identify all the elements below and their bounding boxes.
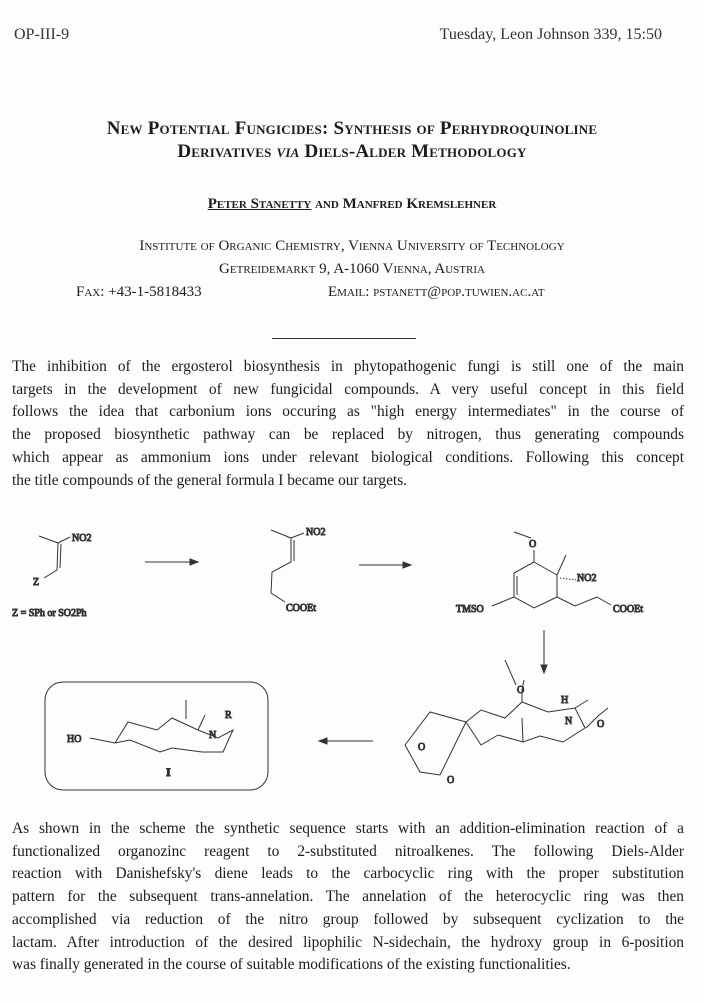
title-part: Diels-Alder Methodology [299,141,527,162]
text-line: The inhibition of the ergosterol biosynthesis in phytopathogenic fungi is still one of the main [12,358,684,375]
cooet-label: COOEt [613,604,643,615]
paper-code: OP-III-9 [14,26,70,43]
o-label: O [597,719,605,730]
arrow-1 [145,559,198,565]
z-label: Z [33,577,40,588]
session-info: Tuesday, Leon Johnson 339, 15:50 [439,26,662,43]
lactam-intermediate [405,660,608,786]
text-line: functionalized organozinc reagent to 2-substituted nitroalkenes. The following Diels-Alder [12,842,684,860]
text-line: targets in the development of new fungicidal compounds. A very useful concept in this field [12,380,684,398]
o-label: O [447,775,455,786]
arrow-2 [359,562,411,568]
text-line: accomplished via reduction of the nitro group followed by subsequent cyclization to the [12,910,684,928]
no2-label: NO2 [577,573,597,584]
title-part: Derivatives [177,141,277,162]
arrow-4 [319,738,373,744]
nitro-ester [271,527,325,614]
n-label: N [565,716,573,727]
h-label: H [561,695,569,706]
compound-label: I [166,765,171,779]
text-line: reaction with Danishefsky's diene leads to the carbocyclic ring with the proper substitution [12,865,684,883]
diels-alder-adduct [456,532,643,615]
fax: Fax: +43-1-5818433 [76,284,202,300]
o-label: O [529,539,537,550]
text-line: which appear as ammonium ions under relevant biological conditions. Following this concept [12,448,684,466]
text-line: pattern for the subsequent trans-annelation. The annelation of the heterocyclic ring was then [12,888,684,906]
paper-title-line1: New Potential Fungicides: Synthesis of Perhydroquinoline [106,118,598,139]
arrow-3 [541,630,547,673]
text-line: was finally generated in the course of suitable modifications of the existing functionalities. [12,956,571,974]
tmso-label: TMSO [456,604,484,615]
no2-label: NO2 [306,527,326,538]
email: Email: pstanett@pop.tuwien.ac.at [328,284,545,300]
cooet-label: COOEt [286,603,316,614]
title-via: via [276,141,300,162]
discussion-paragraph [12,818,684,977]
text-line: As shown in the scheme the synthetic sequence starts with an addition-elimination reaction of a [12,820,684,837]
text-line: the title compounds of the general formula I became our targets. [12,471,408,489]
text-line: the proposed biosynthetic pathway can be replaced by nitrogen, thus generating compounds [12,426,684,444]
target-compound-box [45,682,268,790]
co-authors: and Manfred Kremslehner [311,196,497,212]
text-line: follows the idea that carbonium ions occuring as "high energy intermediates" in the course of [12,403,684,421]
o-label: O [517,685,525,696]
ho-label: HO [67,734,82,745]
institute: Institute of Organic Chemistry, Vienna University of Technology [139,238,565,254]
nitroalkene [12,533,91,619]
o-label: O [418,742,426,753]
r-label: R [225,710,232,721]
z-definition: Z = SPh or SO2Ph [12,608,87,619]
presenting-author: Peter Stanetty [207,196,312,212]
no2-label: NO2 [72,533,92,544]
text-line: lactam. After introduction of the desired lipophilic N-sidechain, the hydroxy group in 6-position [12,933,684,951]
address: Getreidemarkt 9, A-1060 Vienna, Austria [219,261,485,277]
n-label: N [209,730,217,741]
